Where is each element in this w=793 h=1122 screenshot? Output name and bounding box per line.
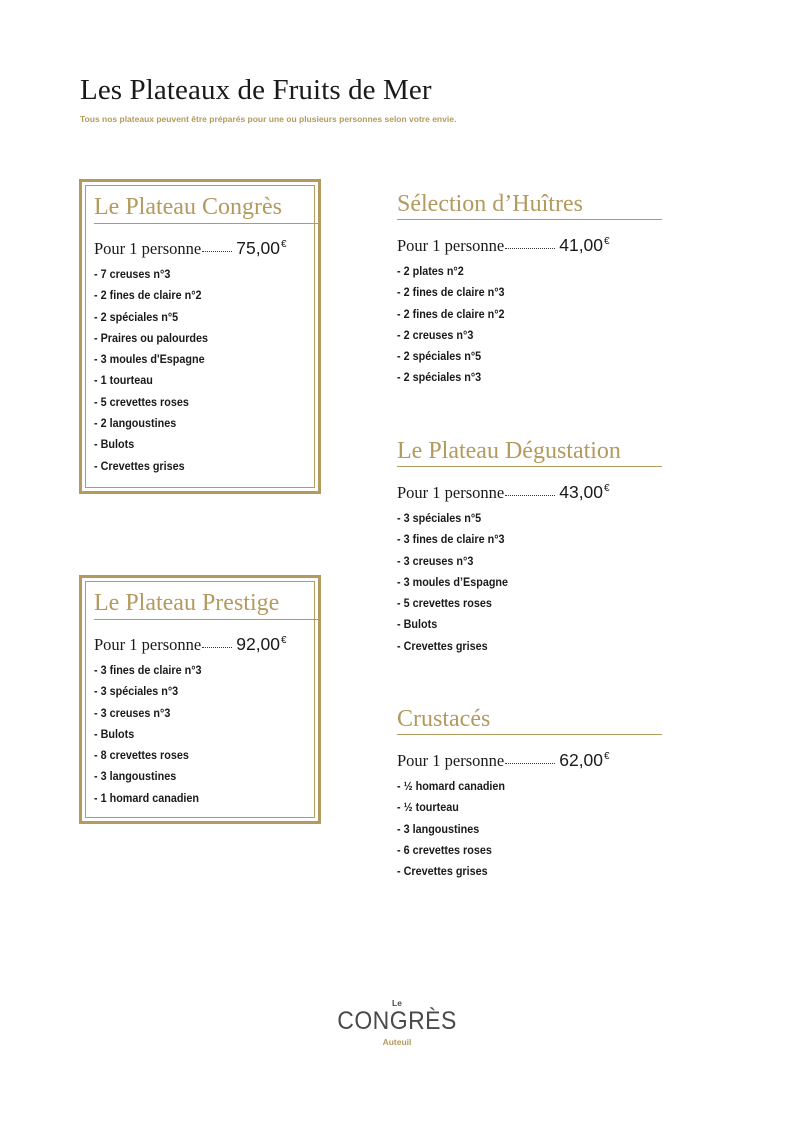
list-item: - 7 creuses n°3: [94, 267, 171, 281]
title-rule: [94, 223, 318, 224]
price-value: 62,00: [559, 750, 604, 770]
title-rule: [397, 734, 662, 735]
list-item: - 5 crevettes roses: [94, 394, 189, 409]
plateau-prestige-section: [79, 575, 321, 824]
price-value: 92,00: [236, 634, 281, 654]
dot-leader: [202, 251, 232, 252]
logo-place: Auteuil: [382, 1037, 412, 1047]
currency-symbol: €: [281, 635, 287, 646]
list-item: - 2 langoustines: [94, 416, 177, 431]
price-line: [397, 235, 662, 256]
portion-label: Pour 1 personne: [94, 239, 202, 258]
list-item: - 2 spéciales n°5: [397, 349, 482, 364]
dot-leader: [505, 495, 555, 496]
list-item: - Bulots: [94, 437, 135, 452]
list-item: - 1 homard canadien: [94, 790, 200, 805]
currency-symbol: €: [281, 239, 287, 250]
title-rule: [397, 219, 662, 220]
restaurant-logo: [326, 998, 468, 1050]
list-item: - ½ tourteau: [397, 800, 459, 815]
dot-leader: [505, 248, 555, 249]
title-rule: [94, 619, 318, 620]
currency-symbol: €: [604, 236, 610, 247]
list-item: - 2 fines de claire n°3: [397, 285, 505, 300]
portion-label: Pour 1 personne: [397, 236, 505, 255]
plateau-title: Le Plateau Prestige: [94, 590, 280, 616]
plateau-title: Sélection d’Huîtres: [397, 191, 583, 217]
page-title: Les Plateaux de Fruits de Mer: [80, 74, 432, 106]
list-item: - 2 spéciales n°3: [397, 370, 482, 385]
selection-huitres-section: [397, 190, 662, 389]
logo-le: Le: [392, 998, 402, 1008]
list-item: - Praires ou palourdes: [94, 330, 209, 345]
list-item: - 2 fines de claire n°2: [397, 306, 505, 321]
item-list: [397, 261, 662, 389]
list-item: - 3 creuses n°3: [94, 705, 171, 720]
list-item: - 3 spéciales n°5: [397, 511, 482, 525]
plateau-title: Crustacés: [397, 706, 491, 732]
list-item: - 3 langoustines: [397, 821, 480, 836]
list-item: - Bulots: [94, 726, 135, 741]
list-item: - ½ homard canadien: [397, 779, 506, 793]
item-list: [94, 264, 318, 477]
plateau-title: Le Plateau Dégustation: [397, 438, 621, 464]
item-list: [397, 508, 662, 657]
list-item: - Crevettes grises: [94, 458, 185, 473]
list-item: - Bulots: [397, 617, 438, 632]
list-item: - 1 tourteau: [94, 373, 153, 388]
plateau-degustation-section: [397, 437, 662, 657]
list-item: - 3 fines de claire n°3: [397, 532, 505, 547]
page-subtitle: Tous nos plateaux peuvent être préparés pour une ou plusieurs personnes selon votre envie.: [80, 114, 457, 124]
price-value: 75,00: [236, 238, 281, 258]
list-item: - 5 crevettes roses: [397, 596, 492, 611]
currency-symbol: €: [604, 751, 610, 762]
list-item: - 2 fines de claire n°2: [94, 288, 202, 303]
logo-name: CONGRÈS: [337, 1007, 457, 1035]
price-value: 43,00: [559, 482, 604, 502]
list-item: - 3 moules d'Espagne: [94, 352, 205, 367]
list-item: - 3 moules d’Espagne: [397, 574, 509, 589]
list-item: - 2 creuses n°3: [397, 327, 474, 342]
portion-label: Pour 1 personne: [397, 751, 505, 770]
list-item: - 3 creuses n°3: [397, 553, 474, 568]
title-rule: [397, 466, 662, 467]
price-line: [94, 634, 318, 655]
item-list: [397, 776, 662, 882]
price-line: [397, 482, 662, 503]
item-list: [94, 660, 318, 809]
list-item: - 2 plates n°2: [397, 264, 464, 278]
list-item: - 6 crevettes roses: [397, 842, 492, 857]
list-item: - 3 langoustines: [94, 769, 177, 784]
plateau-congres-section: [79, 179, 321, 494]
currency-symbol: €: [604, 483, 610, 494]
price-line: [397, 750, 662, 771]
portion-label: Pour 1 personne: [94, 635, 202, 654]
list-item: - 8 crevettes roses: [94, 748, 189, 763]
list-item: - Crevettes grises: [397, 864, 488, 879]
price-value: 41,00: [559, 235, 604, 255]
list-item: - Crevettes grises: [397, 638, 488, 653]
plateau-title: Le Plateau Congrès: [94, 194, 282, 220]
portion-label: Pour 1 personne: [397, 483, 505, 502]
price-line: [94, 238, 318, 259]
list-item: - 3 spéciales n°3: [94, 684, 179, 699]
crustaces-section: [397, 705, 662, 882]
list-item: - 3 fines de claire n°3: [94, 663, 202, 677]
dot-leader: [505, 763, 555, 764]
list-item: - 2 spéciales n°5: [94, 309, 179, 324]
dot-leader: [202, 647, 232, 648]
